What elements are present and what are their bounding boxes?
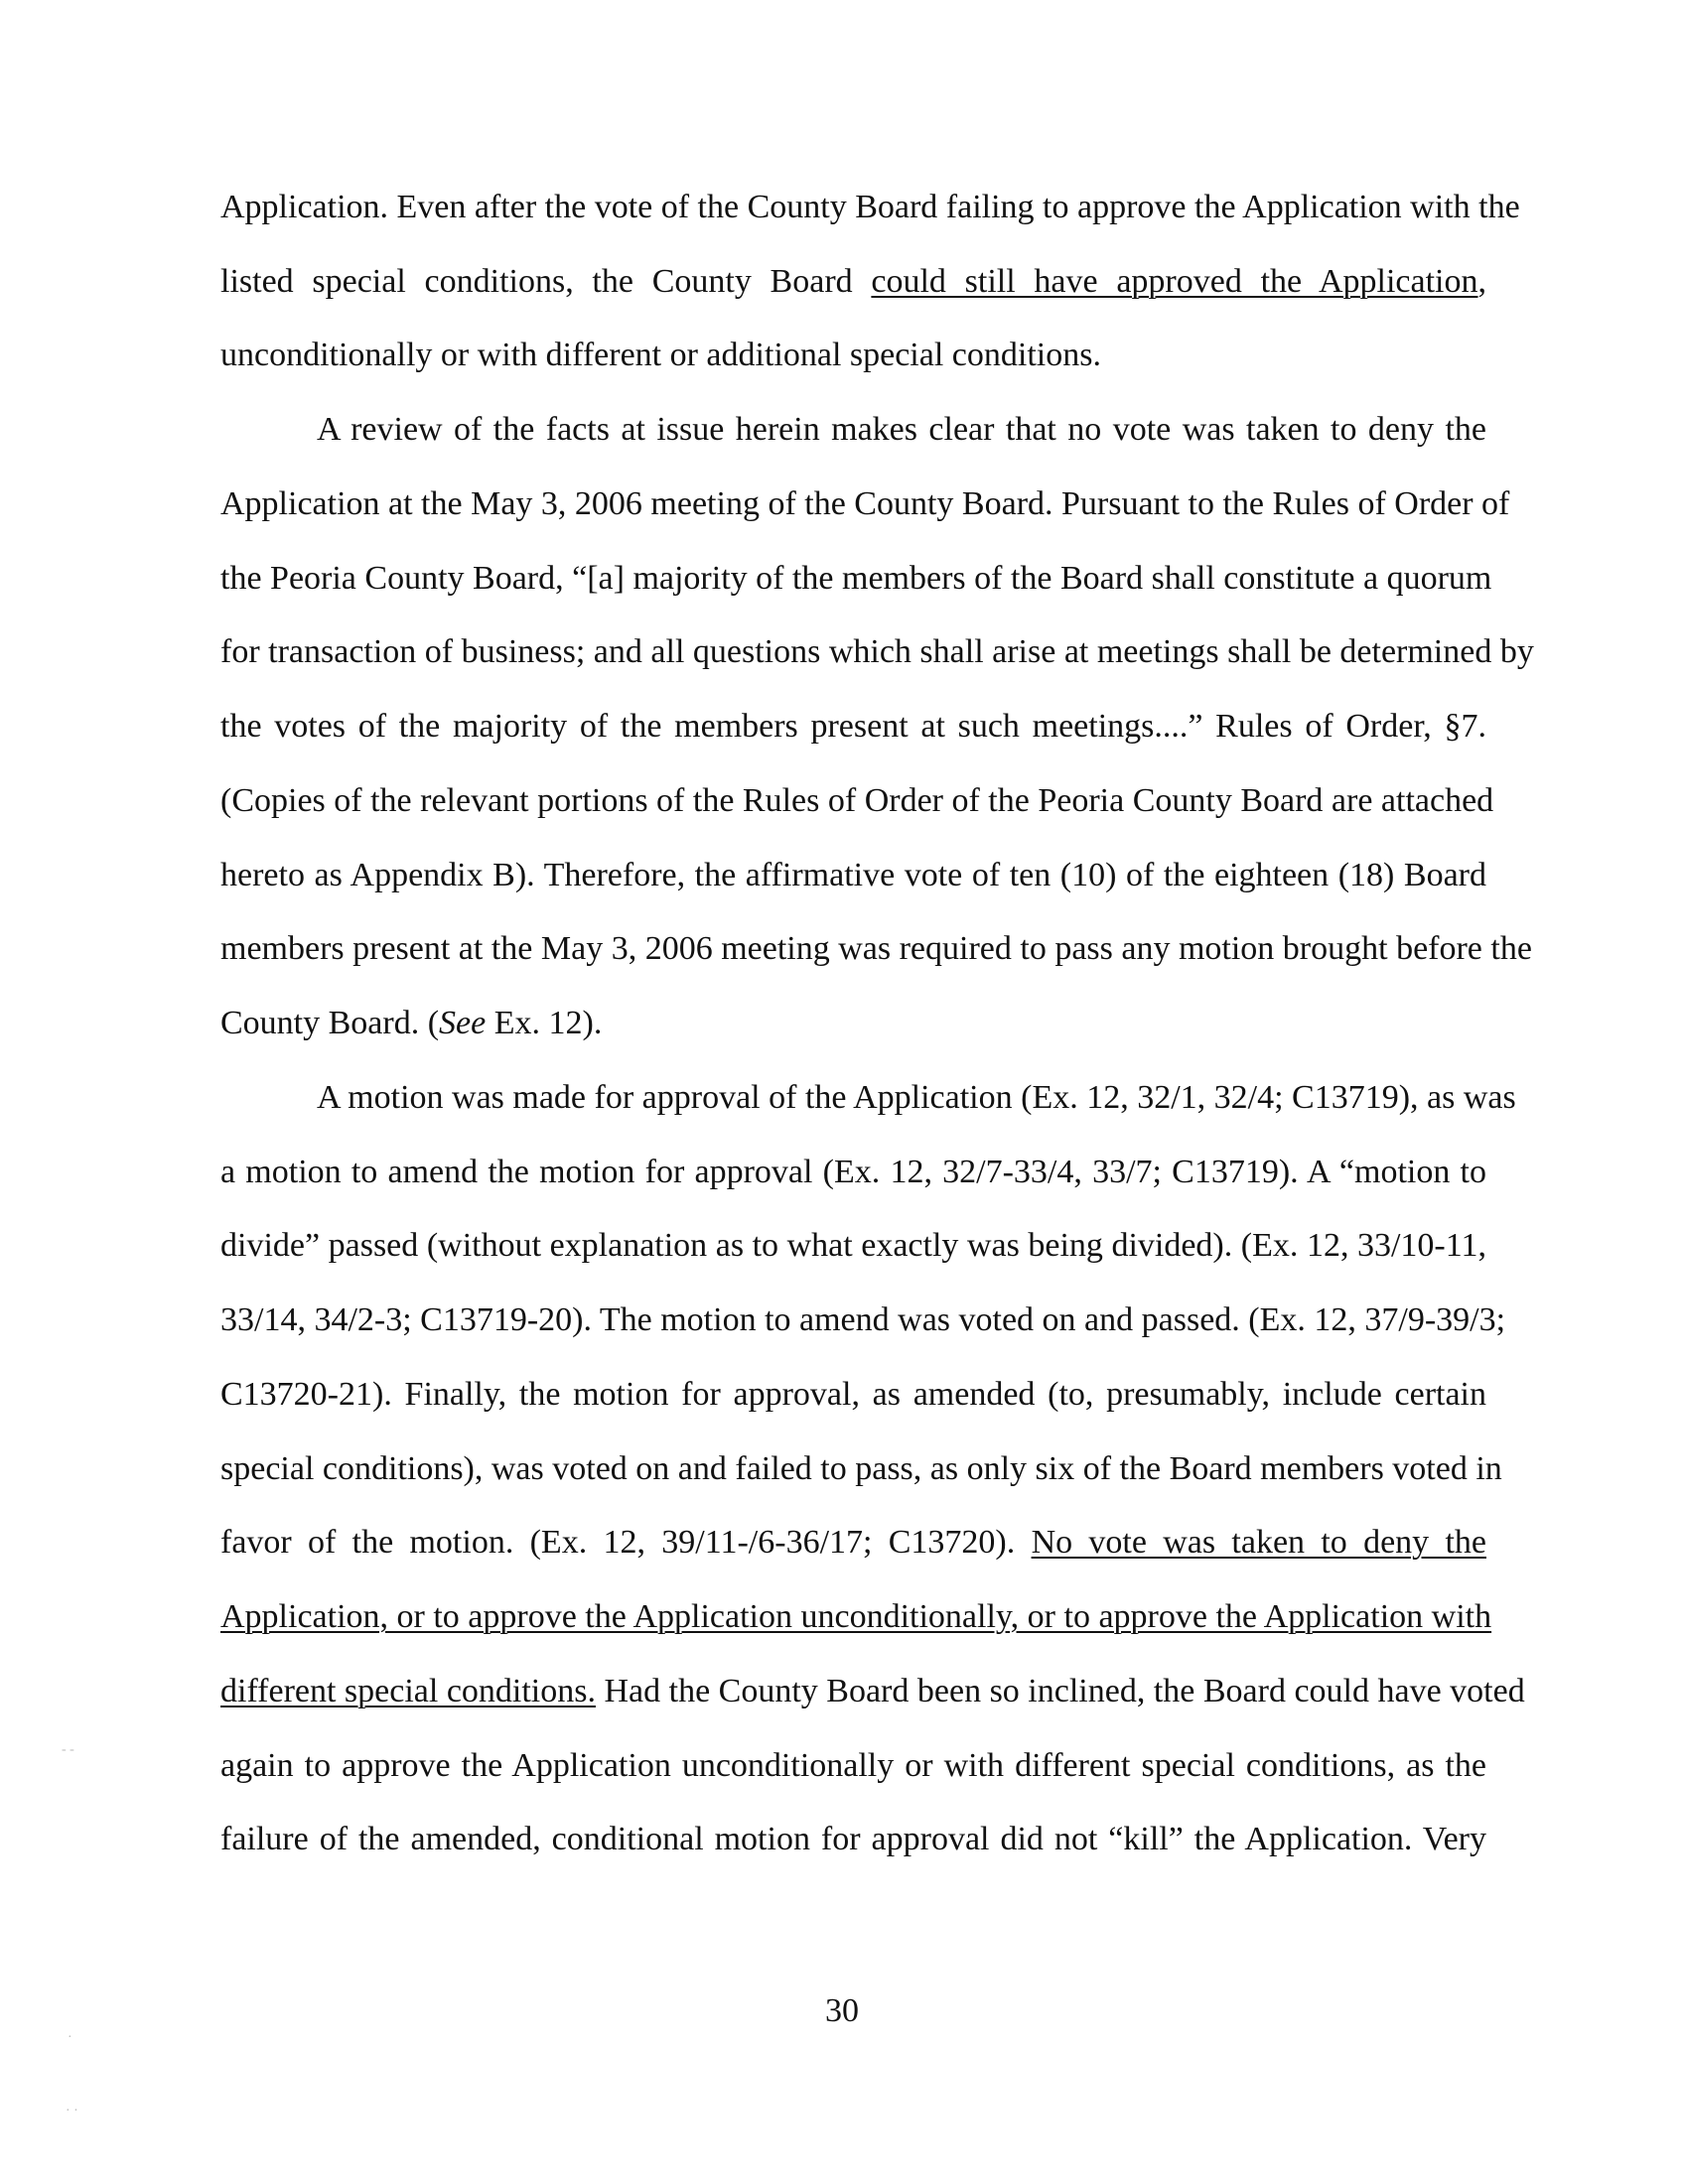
text-line: a motion to amend the motion for approval (Ex. 12, 32/7-33/4, 33/7; C13719). A “motion to: [220, 1154, 1486, 1190]
text-line: for transaction of business; and all questions which shall arise at meetings shall be determined by: [220, 633, 1534, 670]
text-span: favor of the motion. (Ex. 12, 39/11-/6-36/17; C13720).: [220, 1524, 1032, 1561]
text-span: listed special conditions, the County Board: [220, 263, 872, 300]
text-line: A motion was made for approval of the Application (Ex. 12, 32/1, 32/4; C13719), as was: [317, 1079, 1516, 1116]
text-line: the Peoria County Board, “[a] majority of the members of the Board shall constitute a quorum: [220, 560, 1492, 597]
text-line: unconditionally or with different or additional special conditions.: [220, 337, 1101, 373]
underlined-text: could still have approved the Application: [871, 263, 1478, 300]
italic-text: See: [439, 1005, 487, 1041]
text-line: [220, 262, 1486, 302]
text-line: Application at the May 3, 2006 meeting of the County Board. Pursuant to the Rules of Order of: [220, 485, 1510, 522]
scan-mark: - -: [62, 1742, 74, 1757]
text-span: County Board. (: [220, 1005, 440, 1041]
text-line: members present at the May 3, 2006 meeting was required to pass any motion brought before the: [220, 930, 1532, 967]
underlined-text: different special conditions.: [220, 1673, 596, 1709]
text-line: the votes of the majority of the members present at such meetings....” Rules of Order, §7.: [220, 708, 1486, 745]
text-span: Had the County Board been so inclined, the Board could have voted: [595, 1673, 1525, 1709]
text-line: 33/14, 34/2-3; C13719-20). The motion to amend was voted on and passed. (Ex. 12, 37/9-39/3;: [220, 1301, 1506, 1338]
text-line: [220, 1004, 1486, 1043]
scan-mark: ·: [68, 2030, 72, 2045]
text-line: C13720-21). Finally, the motion for approval, as amended (to, presumably, include certain: [220, 1376, 1486, 1413]
page-number: 30: [825, 1992, 859, 2029]
text-line: [220, 1597, 1492, 1637]
text-line: [220, 1523, 1486, 1563]
text-line: failure of the amended, conditional motion for approval did not “kill” the Application. Very: [220, 1821, 1486, 1857]
text-line: A review of the facts at issue herein makes clear that no vote was taken to deny the: [317, 411, 1486, 448]
text-line: [220, 1672, 1525, 1711]
text-span: ,: [1477, 263, 1486, 300]
text-span: Ex. 12).: [486, 1005, 603, 1041]
text-line: hereto as Appendix B). Therefore, the affirmative vote of ten (10) of the eighteen (18) Board: [220, 857, 1486, 893]
text-line: special conditions), was voted on and failed to pass, as only six of the Board members voted in: [220, 1450, 1502, 1487]
text-line: Application. Even after the vote of the County Board failing to approve the Application with the: [220, 189, 1520, 225]
text-line: divide” passed (without explanation as to what exactly was being divided). (Ex. 12, 33/10-11,: [220, 1227, 1486, 1264]
text-line: (Copies of the relevant portions of the Rules of Order of the Peoria County Board are attached: [220, 782, 1494, 819]
scan-mark: · ·: [66, 2104, 78, 2118]
underlined-text: No vote was taken to deny the: [1031, 1524, 1486, 1561]
underlined-text: Application, or to approve the Application unconditionally, or to approve the Application with: [220, 1598, 1492, 1635]
text-line: again to approve the Application unconditionally or with different special conditions, as the: [220, 1747, 1486, 1784]
